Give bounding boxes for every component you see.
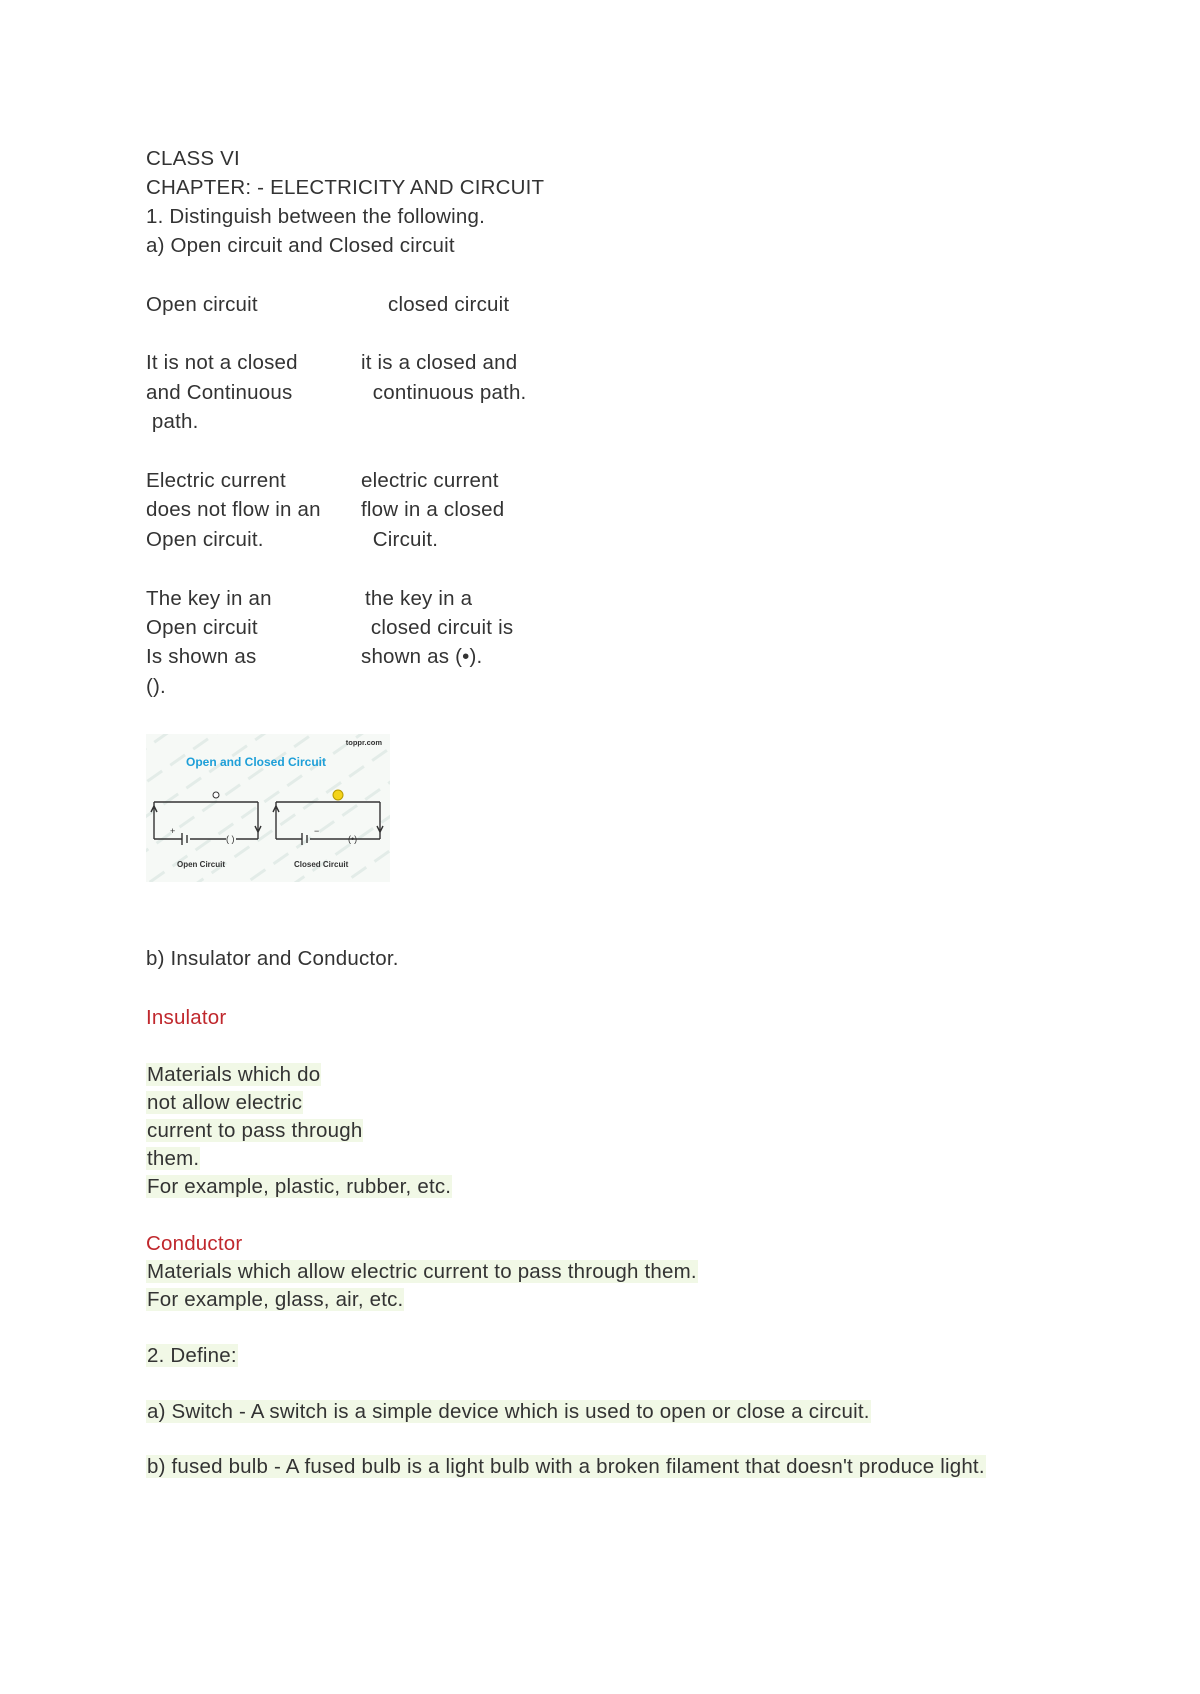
closed-circuit-label: Closed Circuit [294,860,349,869]
closed-key-symbol: (•) [348,834,358,844]
open-bulb [213,792,219,798]
column-closed-header: closed circuit [388,293,510,316]
insulator-heading: Insulator [146,1006,227,1029]
insulator-example: For example, plastic, rubber, etc. [147,1175,452,1198]
class-heading: CLASS VI [146,147,240,170]
open-circuit-label: Open Circuit [177,860,226,869]
row2-open-line1: Electric current [146,469,286,492]
row3-open-line1: The key in an [146,587,272,610]
row2-closed-line3: Circuit. [361,528,439,551]
row1-open-line2: and Continuous [146,381,293,404]
figure-title: Open and Closed Circuit [186,755,327,769]
row1-open-line3: path. [146,410,199,433]
row1-open-line1: It is not a closed [146,351,298,374]
definition-fused-bulb: b) fused bulb - A fused bulb is a light bulb with a broken filament that doesn't produce light. [147,1455,985,1478]
row3-closed-line3: shown as (•). [361,645,483,668]
open-plus-sign: + [170,826,176,836]
closed-bulb-lit [333,790,343,800]
source-label: toppr.com [345,738,382,747]
circuit-diagram-svg [146,734,390,882]
question-1b-title: b) Insulator and Conductor. [146,947,399,970]
closed-minus-sign: − [314,826,320,836]
row3-closed-line1: the key in a [365,587,473,610]
row2-open-line2: does not flow in an [146,498,321,521]
row2-closed-line2: flow in a closed [361,498,505,521]
question-1: 1. Distinguish between the following. [146,205,486,228]
row3-open-line4: (). [146,675,166,698]
conductor-heading: Conductor [146,1232,243,1255]
insulator-line2: not allow electric [147,1091,303,1114]
row2-open-line3: Open circuit. [146,528,264,551]
insulator-line3: current to pass through [147,1119,363,1142]
question-1a-title: a) Open circuit and Closed circuit [146,234,455,257]
row3-open-line3: Is shown as [146,645,257,668]
row1-closed-line2: continuous path. [361,381,527,404]
row1-closed-line1: it is a closed and [361,351,518,374]
row3-open-line2: Open circuit [146,616,258,639]
chapter-heading: CHAPTER: - ELECTRICITY AND CIRCUIT [146,176,545,199]
row3-closed-line2: closed circuit is [365,616,514,639]
circuit-diagram-image [146,734,390,882]
insulator-line4: them. [147,1147,200,1170]
column-open-header: Open circuit [146,293,258,316]
open-key-symbol: ( ) [226,834,235,844]
row2-closed-line1: electric current [361,469,499,492]
question-2: 2. Define: [147,1344,237,1367]
conductor-definition: Materials which allow electric current to pass through them. [147,1260,697,1283]
insulator-line1: Materials which do [147,1063,321,1086]
conductor-example: For example, glass, air, etc. [147,1288,404,1311]
definition-switch: a) Switch - A switch is a simple device which is used to open or close a circuit. [147,1400,870,1423]
